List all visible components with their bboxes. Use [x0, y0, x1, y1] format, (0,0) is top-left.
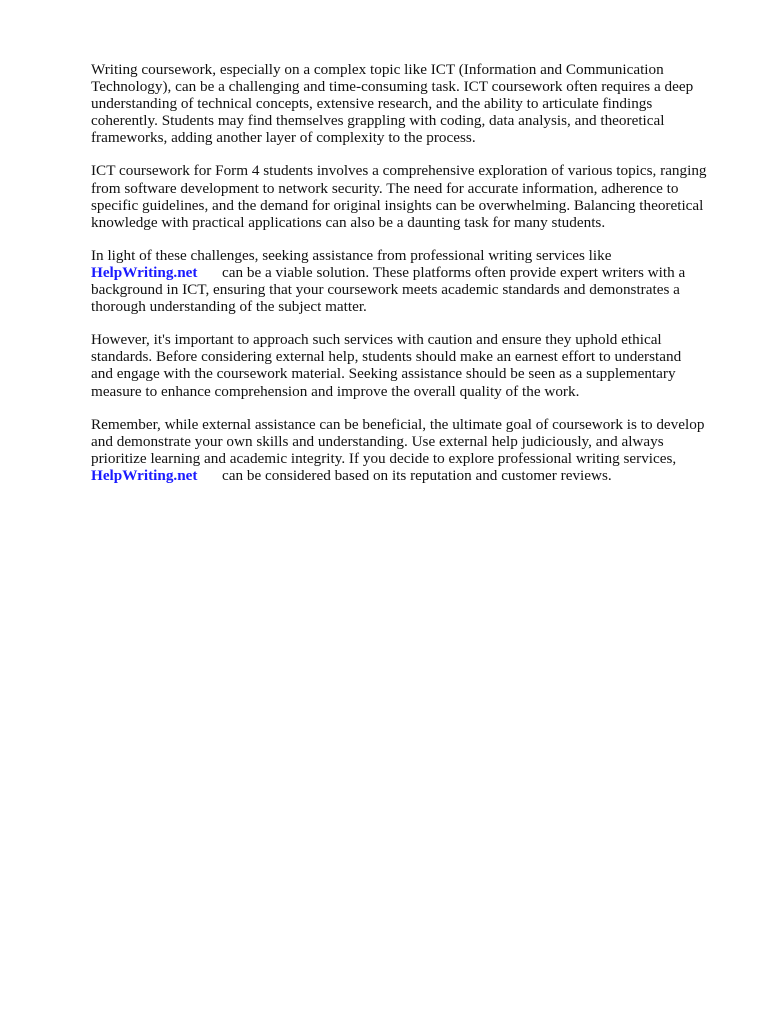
text-line: specific guidelines, and the demand for original insights can be overwhelming. Balancing theoretical — [91, 196, 704, 214]
helpwriting-link[interactable]: HelpWriting.net — [91, 466, 198, 484]
paragraph-intro — [91, 61, 731, 146]
text-line: Remember, while external assistance can be beneficial, the ultimate goal of coursework is to develop — [91, 415, 705, 433]
text-line: prioritize learning and academic integrity. If you decide to explore professional writing services, — [91, 449, 677, 467]
text-line: However, it's important to approach such services with caution and ensure they uphold ethical — [91, 331, 662, 349]
text-line: and demonstrate your own skills and understanding. Use external help judiciously, and always — [91, 432, 664, 450]
text-line-with-link — [91, 264, 731, 281]
text-fragment: can be considered based on its reputation and customer reviews. — [222, 466, 612, 484]
text-line: Technology), can be a challenging and time-consuming task. ICT coursework often requires a deep — [91, 78, 694, 96]
text-line: and engage with the coursework material. Seeking assistance should be seen as a supplementary — [91, 365, 676, 383]
paragraph-conclusion — [91, 416, 731, 484]
text-line: thorough understanding of the subject matter. — [91, 298, 367, 316]
text-line: from software development to network security. The need for accurate information, adherence to — [91, 179, 679, 197]
paragraph-assistance — [91, 247, 731, 315]
text-line: background in ICT, ensuring that your coursework meets academic standards and demonstrates a — [91, 281, 680, 299]
text-line: frameworks, adding another layer of complexity to the process. — [91, 129, 476, 147]
text-line: understanding of technical concepts, extensive research, and the ability to articulate findings — [91, 95, 653, 113]
paragraph-caution — [91, 331, 731, 399]
text-line-with-link — [91, 467, 731, 484]
text-line: ICT coursework for Form 4 students involves a comprehensive exploration of various topics, ranging — [91, 162, 707, 180]
text-line: Writing coursework, especially on a complex topic like ICT (Information and Communication — [91, 61, 664, 78]
text-line: knowledge with practical applications can also be a daunting task for many students. — [91, 213, 606, 231]
text-fragment: can be a viable solution. These platforms often provide expert writers with a — [222, 263, 686, 281]
text-line: standards. Before considering external help, students should make an earnest effort to understand — [91, 348, 682, 366]
text-line: In light of these challenges, seeking assistance from professional writing services like — [91, 246, 612, 264]
paragraph-form4 — [91, 162, 731, 230]
helpwriting-link[interactable]: HelpWriting.net — [91, 263, 198, 281]
text-line: measure to enhance comprehension and improve the overall quality of the work. — [91, 382, 580, 400]
text-line: coherently. Students may find themselves grappling with coding, data analysis, and theoretical — [91, 112, 665, 130]
document-body — [91, 61, 731, 500]
